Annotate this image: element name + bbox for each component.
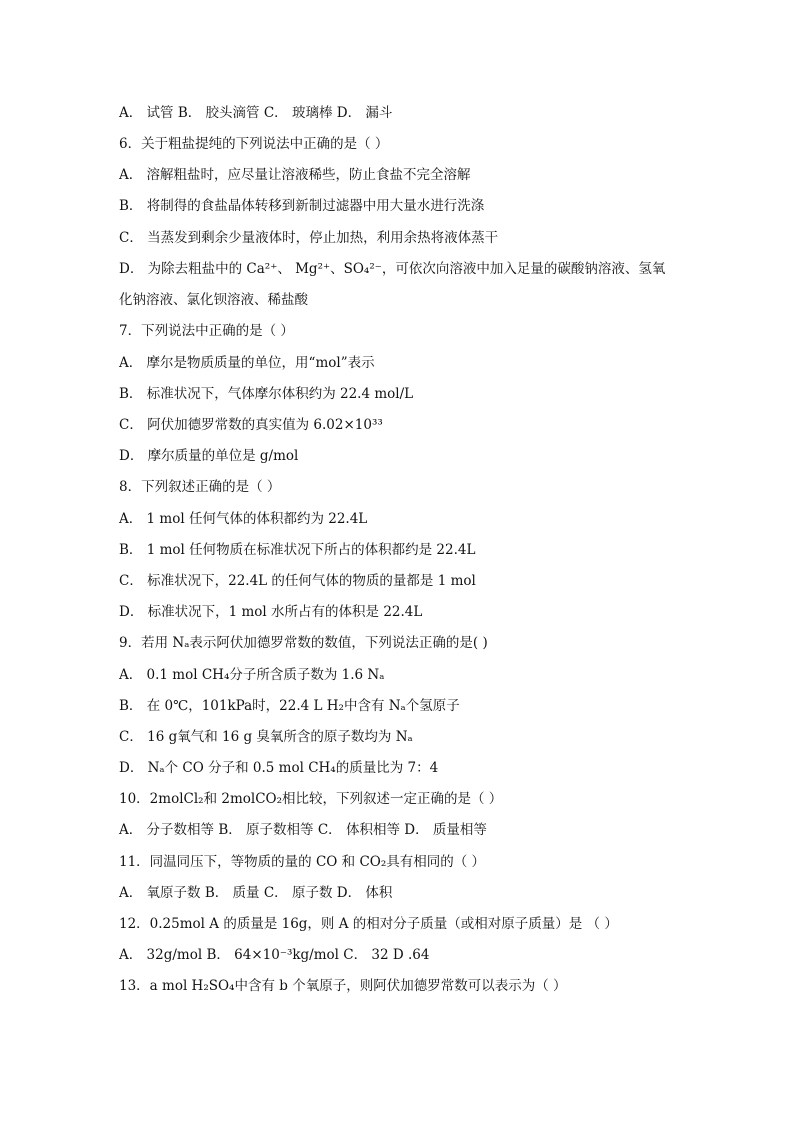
q6-option-d-cont: 化钠溶液、氯化钡溶液、稀盐酸	[119, 292, 308, 308]
q11-options: A． 氧原子数 B． 质量 C． 原子数 D． 体积	[119, 885, 393, 901]
q9-option-d: D． Nₐ个 CO 分子和 0.5 mol CH₄的质量比为 7：4	[119, 760, 439, 776]
q13-stem: 13．a mol H₂SO₄中含有 b 个氧原子，则阿伏加德罗常数可以表示为（ ）	[119, 978, 567, 994]
q8-stem: 8．下列叙述正确的是（ ）	[119, 479, 281, 495]
q7-option-b: B． 标准状况下，气体摩尔体积约为 22.4 mol/L	[119, 386, 414, 402]
q8-option-b: B． 1 mol 任何物质在标准状况下所占的体积都约是 22.4L	[119, 542, 476, 558]
q7-option-c: C． 阿伏加德罗常数的真实值为 6.02×10³³	[119, 417, 383, 433]
q8-option-d: D． 标准状况下，1 mol 水所占有的体积是 22.4L	[119, 604, 423, 620]
q10-options: A． 分子数相等 B． 原子数相等 C． 体积相等 D． 质量相等	[119, 822, 487, 838]
q9-option-a: A． 0.1 mol CH₄分子所含质子数为 1.6 Nₐ	[119, 667, 385, 683]
q9-stem: 9．若用 Nₐ表示阿伏加德罗常数的数值，下列说法正确的是( )	[119, 635, 488, 651]
q9-option-b: B． 在 0℃，101kPa时，22.4 L H₂中含有 Nₐ个氢原子	[119, 698, 460, 714]
q12-stem: 12．0.25mol A 的质量是 16g，则 A 的相对分子质量（或相对原子质量）是 （ ）	[119, 916, 618, 932]
q11-stem: 11．同温同压下，等物质的量的 CO 和 CO₂具有相同的（ ）	[119, 854, 486, 870]
q10-stem: 10．2molCl₂和 2molCO₂相比较，下列叙述一定正确的是（ ）	[119, 791, 503, 807]
q6-option-b: B． 将制得的食盐晶体转移到新制过滤器中用大量水进行洗涤	[119, 198, 485, 214]
q6-option-d: D． 为除去粗盐中的 Ca²⁺、 Mg²⁺、SO₄²⁻，可依次向溶液中加入足量的碳酸钠溶液、氢氧	[119, 261, 666, 277]
q12-options: A． 32g/mol B． 64×10⁻³kg/mol C． 32 D .64	[119, 947, 430, 963]
q8-option-c: C． 标准状况下，22.4L 的任何气体的物质的量都是 1 mol	[119, 573, 476, 589]
q8-option-a: A． 1 mol 任何气体的体积都约为 22.4L	[119, 511, 368, 527]
q5-options: A． 试管 B． 胶头滴管 C． 玻璃棒 D． 漏斗	[119, 105, 393, 121]
q6-option-c: C． 当蒸发到剩余少量液体时，停止加热，利用余热将液体蒸干	[119, 230, 499, 246]
q6-option-a: A． 溶解粗盐时，应尽量让溶液稀些，防止食盐不完全溶解	[119, 167, 471, 183]
q7-option-a: A． 摩尔是物质质量的单位，用“mol”表示	[119, 355, 375, 371]
q6-stem: 6．关于粗盐提纯的下列说法中正确的是（ ）	[119, 136, 389, 152]
q7-stem: 7．下列说法中正确的是（ ）	[119, 323, 294, 339]
q9-option-c: C． 16 g氧气和 16 g 臭氧所含的原子数均为 Nₐ	[119, 729, 413, 745]
q7-option-d: D． 摩尔质量的单位是 g/mol	[119, 448, 299, 464]
